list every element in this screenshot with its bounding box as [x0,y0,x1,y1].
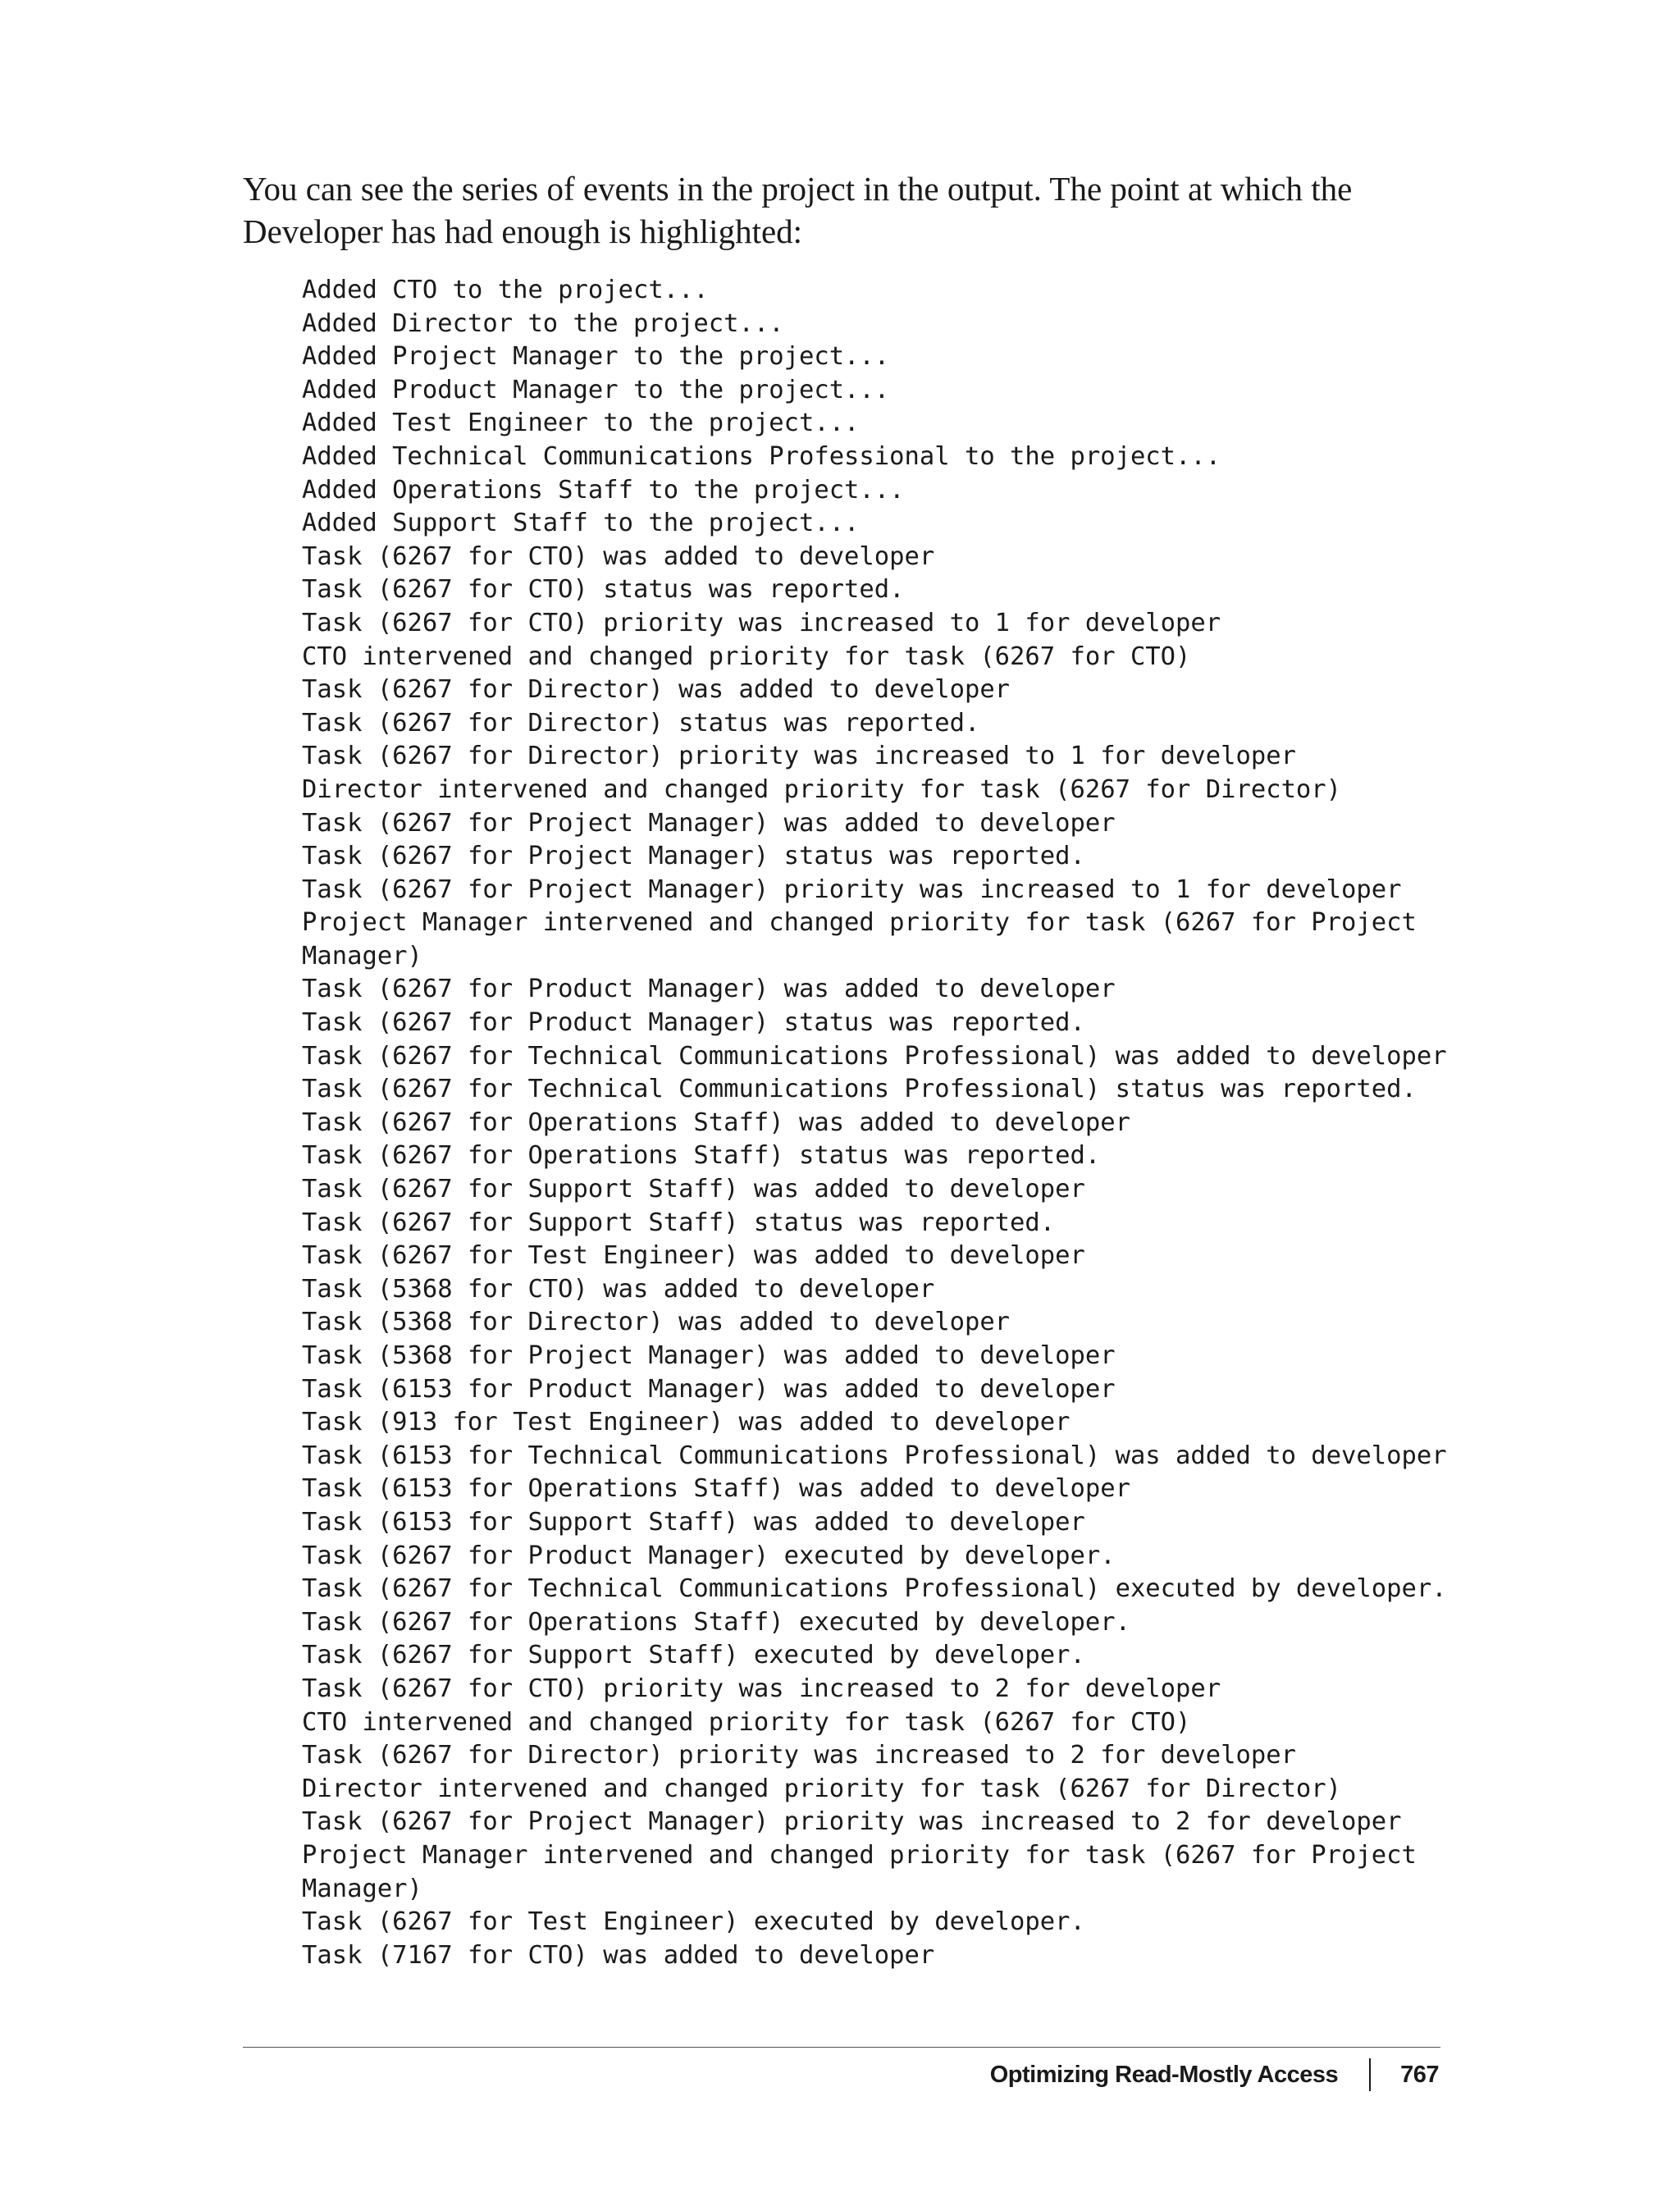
code-line: Task (6267 for Project Manager) was added to developer [302,808,1116,838]
code-line: Added Support Staff to the project... [302,509,860,538]
footer-rule [243,2047,1440,2048]
code-line: CTO intervened and changed priority for task (6267 for CTO) [302,1707,1191,1737]
code-line: Task (6267 for Project Manager) priority was increased to 1 for developer [302,875,1402,904]
code-line: Director intervened and changed priority for task (6267 for Director) [302,1774,1342,1803]
code-line: Task (5368 for CTO) was added to developer [302,1274,935,1304]
code-line: Task (6267 for CTO) priority was increased to 2 for developer [302,1674,1221,1703]
code-line: Added Director to the project... [302,308,784,338]
code-line: Task (7167 for CTO) was added to developer [302,1940,935,1970]
code-line: Added Test Engineer to the project... [302,409,860,438]
intro-paragraph: You can see the series of events in the project in the output. The point at which the Developer has had enough is highlighted: [243,170,1353,250]
code-line: Task (6267 for CTO) status was reported. [302,575,905,605]
code-line: Task (6267 for Director) priority was increased to 1 for developer [302,742,1296,771]
page-footer [990,2055,1439,2094]
page-number: 767 [1400,2061,1439,2088]
code-line: Task (5368 for Project Manager) was added to developer [302,1341,1116,1370]
code-line: Added Project Manager to the project... [302,342,890,372]
code-line: Task (6267 for Operations Staff) status was reported. [302,1141,1101,1171]
code-line: Task (6267 for Operations Staff) was added to developer [302,1108,1130,1137]
code-line: Task (5368 for Director) was added to developer [302,1308,1011,1337]
code-line: Task (6267 for CTO) was added to developer [302,541,935,571]
code-line: Added Technical Communications Professional to the project... [302,441,1221,471]
code-line: Task (6267 for Product Manager) was added to developer [302,975,1116,1004]
code-line: Task (6267 for Director) priority was increased to 2 for developer [302,1741,1296,1770]
code-line: Task (6267 for Support Staff) executed by developer. [302,1641,1085,1670]
code-line: Task (6153 for Product Manager) was added to developer [302,1374,1116,1404]
code-line: Task (6267 for Support Staff) was added to developer [302,1175,1085,1204]
code-line: Director intervened and changed priority for task (6267 for Director) [302,774,1342,804]
code-line: Project Manager intervened and changed priority for task (6267 for Project [302,1840,1417,1870]
code-line: Task (6153 for Operations Staff) was added to developer [302,1474,1130,1504]
code-line: Task (6267 for Technical Communications Professional) was added to developer [302,1041,1447,1071]
code-line: Task (6267 for Project Manager) status was reported. [302,842,1085,871]
code-line: Task (6267 for Director) status was reported. [302,708,980,738]
running-footer-title: Optimizing Read-Mostly Access [989,2061,1339,2088]
code-listing [302,274,1491,1972]
code-line: Task (6267 for Technical Communications Professional) executed by developer. [302,1574,1447,1604]
code-line: Task (6267 for Test Engineer) executed by developer. [302,1907,1085,1937]
code-line: Task (6153 for Technical Communications Professional) was added to developer [302,1441,1447,1470]
code-line: Added Product Manager to the project... [302,375,890,404]
code-line: Added CTO to the project... [302,276,709,304]
code-line: Task (6267 for Test Engineer) was added to developer [302,1241,1085,1271]
code-line: Task (6267 for Director) was added to developer [302,675,1011,705]
code-line: Project Manager intervened and changed priority for task (6267 for Project [302,908,1417,938]
code-line: Task (6153 for Support Staff) was added to developer [302,1507,1085,1537]
code-line: Task (6267 for CTO) priority was increased to 1 for developer [302,608,1221,637]
code-line: Manager) [302,941,422,971]
code-line: Task (6267 for Technical Communications Professional) status was reported. [302,1075,1417,1104]
code-line: Task (913 for Test Engineer) was added to developer [302,1408,1071,1437]
code-line: Task (6267 for Support Staff) status was reported. [302,1208,1056,1237]
code-line: Task (6267 for Product Manager) status was reported. [302,1008,1085,1038]
code-line: CTO intervened and changed priority for task (6267 for CTO) [302,642,1191,671]
code-line: Task (6267 for Product Manager) executed by developer. [302,1541,1116,1570]
code-line: Task (6267 for Operations Staff) executed by developer. [302,1607,1130,1637]
footer-separator [1369,2058,1371,2091]
code-line: Manager) [302,1874,422,1903]
code-line: Added Operations Staff to the project... [302,475,905,505]
code-line: Task (6267 for Project Manager) priority was increased to 2 for developer [302,1807,1402,1837]
